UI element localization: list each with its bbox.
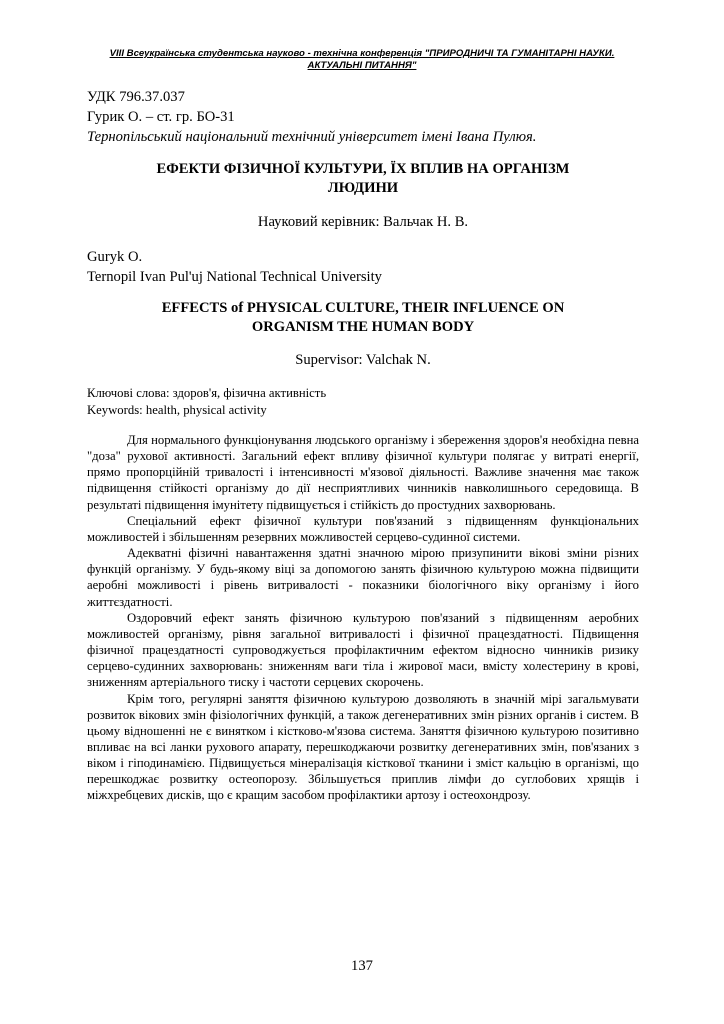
author-ua: Гурик О. – ст. гр. БО-31 — [87, 109, 235, 125]
paragraph: Оздоровчий ефект занять фізичною культурою пов'язаний з підвищенням аеробних можливостей організму, рівня загальної витривалості і фізичної працездатності. Підвищення фізичної працездатності супроводжується профілактичним ефектом відносно чинників ризику серцево-судинних захворювань: зниженням ваги тіла і жирової маси, вмісту холестерину в крові, зниженням артеріального тиску і частоти серцевих скорочень. — [87, 610, 639, 690]
article-body — [87, 432, 639, 804]
article-meta-en — [87, 247, 647, 287]
running-header — [80, 48, 644, 72]
paragraph: Адекватні фізичні навантаження здатні значною мірою призупинити вікові зміни різних функцій організму. У будь-якому віці за допомогою занять фізичною культурою можна підвищити аеробні можливості і рівень витривалості - показники біологічного віку організму і його життєздатності. — [87, 546, 639, 609]
affiliation-en: Ternopil Ivan Pul'uj National Technical University — [87, 269, 382, 285]
author-en: Guryk O. — [87, 249, 143, 265]
supervisor-ua: Науковий керівник: Вальчак Н. В. — [257, 214, 469, 230]
page-number: 137 — [351, 958, 373, 974]
running-header-line-1: VIII Всеукраїнська студентська науково - технічна конференція "ПРИРОДНИЧІ ТА ГУМАНІТАРНІ НАУКИ. — [109, 48, 615, 59]
paragraph: Крім того, регулярні заняття фізичною культурою дозволяють в значній мірі загальмувати розвиток вікових змін фізіологічних функцій, а також дегенеративних змін різних органів і систем. В цьому відношенні не є винятком і кістково-м'язова система. Заняття фізичною культурою позитивно впливає на всі ланки рухового апарату, перешкоджаючи розвитку дегенеративних змін, пов'язаних з віком і гіподинамією. Підвищується мінералізація кісткової тканини і зміст кальцію в організмі, що перешкоджає розвитку остеопорозу. Збільшується приплив лімфи до суглобових хрящів і міжхребцевих дисків, що є кращим засобом профілактики артозу і остеохондрозу. — [87, 691, 639, 803]
title-en — [87, 299, 639, 337]
title-ua — [87, 160, 639, 198]
keywords-block — [87, 385, 647, 419]
title-ua-line-1: ЕФЕКТИ ФІЗИЧНОЇ КУЛЬТУРИ, ЇХ ВПЛИВ НА ОРГАНІЗМ — [156, 161, 570, 177]
paragraph: Для нормального функціонування людського організму і збереження здоров'я необхідна певна "доза" рухової активності. Загальний ефект впливу фізичної культури полягає у витраті енергії, прямо пропорційній тривалості і інтенсивності м'язової діяльності. Важливе значення має також підвищення стійкості організму до дії несприятливих чинників навколишнього середовища. В результаті підвищення імунітету підвищується і стійкість до простудних захворювань. — [87, 433, 639, 512]
keywords-en: Keywords: health, physical activity — [87, 403, 267, 417]
paragraph: Спеціальний ефект фізичної культури пов'язаний з підвищенням функціональних можливостей і збільшенням резервних можливостей серцево-судинної системи. — [87, 513, 639, 544]
udc-code: УДК 796.37.037 — [87, 89, 185, 105]
supervisor-en: Supervisor: Valchak N. — [295, 352, 431, 368]
title-en-line-1: EFFECTS of PHYSICAL CULTURE, THEIR INFLUENCE ON — [161, 300, 565, 316]
article-meta-ua — [87, 87, 647, 147]
keywords-ua: Ключові слова: здоров'я, фізична активність — [87, 386, 327, 400]
affiliation-ua: Тернопільський національний технічний університет імені Івана Пулюя. — [87, 129, 537, 145]
title-en-line-2: ORGANISM THE HUMAN BODY — [251, 319, 475, 335]
running-header-line-2: АКТУАЛЬНІ ПИТАННЯ" — [307, 60, 417, 71]
title-ua-line-2: ЛЮДИНИ — [327, 180, 399, 196]
